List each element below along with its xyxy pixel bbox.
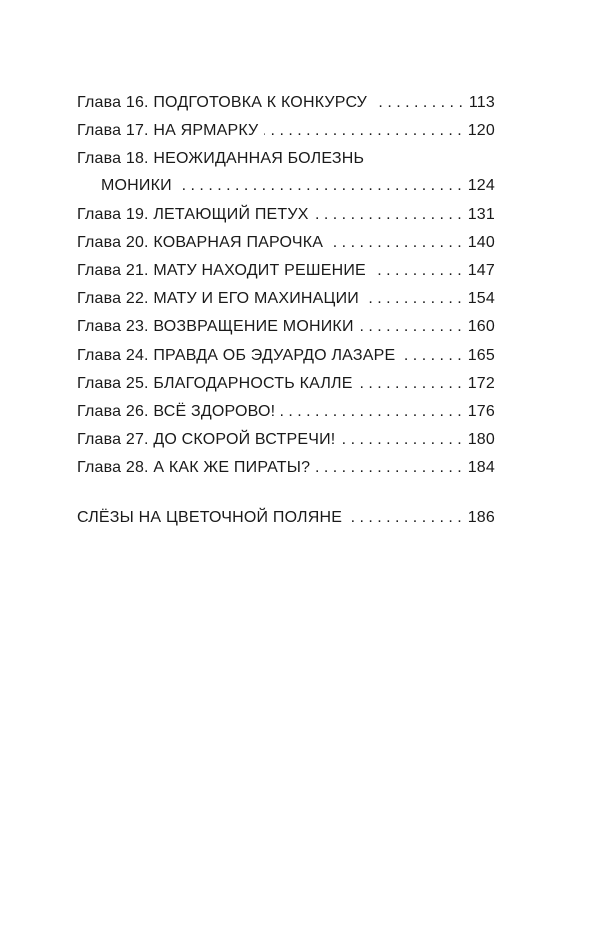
section-gap: [77, 487, 495, 509]
toc-entry-page: 131: [467, 205, 495, 223]
toc-entry-title: Глава 24. ПРАВДА ОБ ЭДУАРДО ЛАЗАРЕ: [77, 346, 396, 364]
toc-leader-dots: [372, 262, 462, 280]
toc-entry-title: Глава 16. ПОДГОТОВКА К КОНКУРСУ: [77, 94, 368, 111]
toc-entry-chapter-27: [77, 431, 495, 459]
toc-entry-chapter-18: [77, 150, 495, 177]
toc-leader-dots: [316, 459, 462, 477]
toc-entry-chapter-24: [77, 347, 495, 375]
toc-entry-title: Глава 27. ДО СКОРОЙ ВСТРЕЧИ!: [77, 431, 336, 449]
toc-entry-page: 165: [467, 346, 495, 364]
toc-entry-page: 147: [467, 261, 495, 279]
toc-entry-chapter-18-continued: [77, 177, 495, 205]
toc-entry-chapter-20: [77, 234, 495, 262]
toc-entry-page: 154: [467, 290, 495, 308]
toc-leader-dots: [365, 290, 462, 308]
toc-entry-chapter-28: [77, 459, 495, 487]
toc-leader-dots: [359, 375, 462, 393]
toc-entry-page: 184: [467, 459, 495, 477]
toc-leader-dots: [264, 122, 461, 140]
toc-entry-chapter-17: [77, 122, 495, 150]
toc-entry-page: 120: [467, 122, 495, 140]
toc-entry-chapter-26: [77, 403, 495, 431]
toc-entry-title: Глава 19. ЛЕТАЮЩИЙ ПЕТУХ: [77, 205, 309, 223]
toc-entry-title: Глава 26. ВСЁ ЗДОРОВО!: [77, 402, 276, 420]
toc-section-title: СЛЁЗЫ НА ЦВЕТОЧНОЙ ПОЛЯНЕ: [77, 509, 343, 527]
toc-entry-title: Глава 20. КОВАРНАЯ ПАРОЧКА: [77, 233, 324, 251]
toc-entry-page: 124: [467, 177, 495, 195]
toc-leader-dots: [401, 347, 461, 365]
toc-entry-title: Глава 17. НА ЯРМАРКУ: [77, 122, 259, 140]
toc-leader-dots: [178, 177, 462, 195]
toc-entry-page: 113: [468, 94, 495, 111]
toc-section-page: 186: [467, 509, 495, 527]
toc-entry-chapter-16: [77, 94, 495, 122]
toc-leader-dots: [373, 94, 463, 112]
toc-entry-title: Глава 22. МАТУ И ЕГО МАХИНАЦИИ: [77, 290, 359, 308]
toc-entry-chapter-19: [77, 206, 495, 234]
toc-leader-dots: [315, 206, 462, 224]
toc-entry-title: Глава 28. А КАК ЖЕ ПИРАТЫ?: [77, 459, 311, 477]
toc-entry-chapter-25: [77, 375, 495, 403]
toc-entry-section: [77, 509, 495, 537]
toc-entry-chapter-22: [77, 290, 495, 318]
toc-entry-title: Глава 23. ВОЗВРАЩЕНИЕ МОНИКИ: [77, 318, 354, 336]
toc-entry-page: 180: [467, 431, 495, 449]
toc-leader-dots: [341, 431, 461, 449]
toc-entry-chapter-23: [77, 318, 495, 346]
toc-leader-dots: [360, 318, 462, 336]
toc-leader-dots: [281, 403, 461, 421]
toc-entry-title: Глава 25. БЛАГОДАРНОСТЬ КАЛЛЕ: [77, 374, 353, 392]
toc-leader-dots: [348, 509, 462, 527]
toc-entry-page: 176: [467, 402, 495, 420]
toc-leader-dots: [329, 234, 462, 252]
toc-entry-title: МОНИКИ: [101, 177, 172, 195]
toc-entry-page: 160: [467, 318, 495, 336]
toc-entry-chapter-21: [77, 262, 495, 290]
toc-entry-page: 140: [467, 233, 495, 251]
toc-entry-title: Глава 18. НЕОЖИДАННАЯ БОЛЕЗНЬ: [77, 150, 365, 168]
toc-entry-page: 172: [467, 374, 495, 392]
toc-entry-title: Глава 21. МАТУ НАХОДИТ РЕШЕНИЕ: [77, 261, 366, 279]
table-of-contents: [77, 94, 495, 538]
